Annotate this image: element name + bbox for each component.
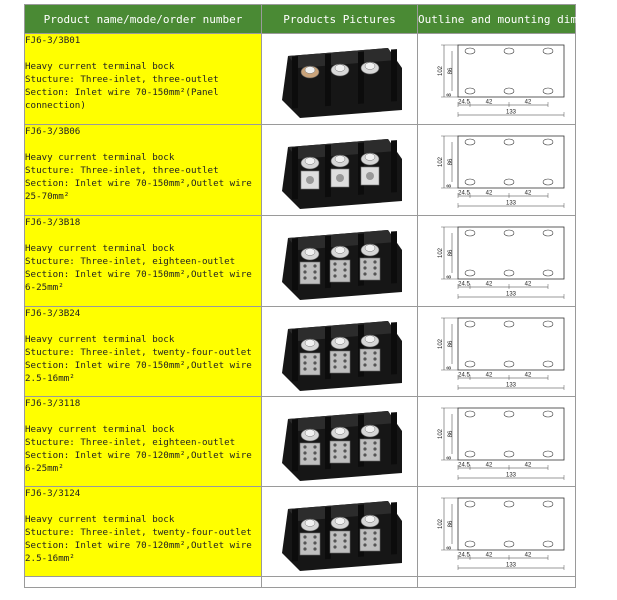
dim-pitch-label: 42 (485, 372, 492, 378)
dimension-cell (418, 307, 576, 397)
dim-bottom-offset-label: 8 (446, 275, 453, 279)
terminal-block-photo (270, 401, 410, 483)
dim-pitch-label: 42 (524, 372, 531, 378)
spacer (25, 410, 261, 423)
dim-height-label: 102 (437, 156, 444, 168)
dimension-cell (418, 34, 576, 125)
dim-width-label: 133 (505, 291, 516, 298)
blank-cell (418, 577, 576, 588)
dim-pitch-label: 42 (485, 552, 492, 558)
dim-inner-height-label: 86 (447, 520, 454, 527)
dim-pitch-label: 42 (485, 462, 492, 468)
product-spec-table (24, 4, 617, 588)
product-description-cell (25, 487, 262, 577)
header-row (25, 5, 576, 34)
dim-bottom-offset-label: 8 (446, 93, 453, 97)
dim-pitch-label: 42 (524, 190, 531, 197)
dim-height-label: 102 (437, 65, 444, 77)
dim-bottom-offset-label: 8 (446, 184, 453, 188)
product-name: Heavy current terminal bock (25, 243, 175, 254)
dim-inner-height-label: 86 (447, 249, 454, 257)
dimension-drawing (424, 400, 570, 484)
spacer (25, 500, 261, 513)
product-description-cell (25, 125, 262, 216)
dim-height-label: 102 (437, 428, 444, 439)
terminal-block-photo (270, 220, 410, 302)
product-section: Section: Inlet wire 70-120mm²,Outlet wire 2.5-16mm² (25, 540, 258, 564)
dim-offset-label: 24.5 (457, 281, 470, 288)
spacer (25, 320, 261, 333)
dim-offset-label: 24.5 (457, 99, 470, 106)
product-section: Section: Inlet wire 70-150mm²,Outlet wire 2.5-16mm² (25, 360, 258, 384)
dim-pitch-label: 42 (485, 190, 492, 197)
terminal-block-photo (270, 38, 410, 120)
product-name: Heavy current terminal bock (25, 152, 175, 163)
product-section: Section: Inlet wire 70-120mm²,Outlet wire 6-25mm² (25, 450, 258, 474)
dim-width-label: 133 (505, 562, 516, 568)
dimension-cell (418, 216, 576, 307)
dim-width-label: 133 (505, 109, 516, 116)
dim-pitch-label: 42 (485, 99, 492, 106)
table-row (25, 125, 576, 216)
table-row (25, 216, 576, 307)
product-picture-cell (262, 34, 418, 125)
dim-width-label: 133 (505, 200, 516, 207)
dim-offset-label: 24.5 (457, 372, 470, 378)
model-number: FJ6-3/3B01 (25, 35, 81, 46)
model-number: FJ6-3/3B06 (25, 126, 81, 137)
dim-inner-height-label: 86 (447, 158, 454, 166)
header-product-pictures: Products Pictures (262, 5, 418, 34)
model-number: FJ6-3/3124 (25, 488, 81, 499)
product-structure: Stucture: Three-inlet, three-outlet (25, 74, 219, 85)
product-structure: Stucture: Three-inlet, eighteen-outlet (25, 437, 236, 448)
spacer (25, 47, 261, 60)
table-row (25, 34, 576, 125)
dim-bottom-offset-label: 8 (446, 365, 453, 370)
spacer (25, 138, 261, 151)
dim-inner-height-label: 86 (447, 67, 454, 75)
product-name: Heavy current terminal bock (25, 334, 175, 345)
dimension-drawing (424, 310, 570, 394)
dim-width-label: 133 (505, 472, 516, 478)
dim-bottom-offset-label: 8 (446, 545, 453, 550)
dimension-drawing (424, 490, 570, 574)
dimension-drawing (424, 37, 570, 121)
dim-pitch-label: 42 (524, 552, 531, 558)
model-number: FJ6-3/3118 (25, 398, 81, 409)
product-structure: Stucture: Three-inlet, twenty-four-outlet (25, 347, 252, 358)
spacer (25, 229, 261, 242)
product-picture-cell (262, 397, 418, 487)
product-picture-cell (262, 125, 418, 216)
dim-height-label: 102 (437, 518, 444, 529)
dim-pitch-label: 42 (524, 281, 531, 288)
blank-cell (25, 577, 262, 588)
product-description-cell (25, 397, 262, 487)
table-row (25, 487, 576, 577)
product-structure: Stucture: Three-inlet, twenty-four-outlet (25, 527, 252, 538)
dim-pitch-label: 42 (485, 281, 492, 288)
dimension-cell (418, 397, 576, 487)
blank-row (25, 577, 576, 588)
product-structure: Stucture: Three-inlet, three-outlet (25, 165, 219, 176)
table-row (25, 307, 576, 397)
dim-width-label: 133 (505, 382, 516, 388)
terminal-block-photo (270, 491, 410, 573)
dimension-drawing (424, 219, 570, 303)
product-picture-cell (262, 487, 418, 577)
dim-bottom-offset-label: 8 (446, 455, 453, 460)
dim-height-label: 102 (437, 247, 444, 259)
dim-offset-label: 24.5 (457, 462, 470, 468)
dim-height-label: 102 (437, 338, 444, 349)
dim-offset-label: 24.5 (457, 190, 470, 197)
product-name: Heavy current terminal bock (25, 514, 175, 525)
product-description-cell (25, 307, 262, 397)
product-description-cell (25, 34, 262, 125)
blank-cell (262, 577, 418, 588)
dim-offset-label: 24.5 (457, 552, 470, 558)
dim-inner-height-label: 86 (447, 430, 454, 437)
model-number: FJ6-3/3B24 (25, 308, 81, 319)
model-number: FJ6-3/3B18 (25, 217, 81, 228)
dimension-drawing (424, 128, 570, 212)
product-picture-cell (262, 216, 418, 307)
product-section: Section: Inlet wire 70-150mm²,Outlet wire 25-70mm² (25, 178, 258, 202)
product-structure: Stucture: Three-inlet, eighteen-outlet (25, 256, 236, 267)
dim-pitch-label: 42 (524, 99, 531, 106)
product-name: Heavy current terminal bock (25, 424, 175, 435)
header-product-name: Product name/mode/order number (25, 5, 262, 34)
terminal-block-photo (270, 311, 410, 393)
dim-pitch-label: 42 (524, 462, 531, 468)
table-row (25, 397, 576, 487)
product-description-cell (25, 216, 262, 307)
product-section: Section: Inlet wire 70-150mm²,Outlet wire 6-25mm² (25, 269, 258, 293)
dimension-cell (418, 125, 576, 216)
dimension-cell (418, 487, 576, 577)
terminal-block-photo (270, 129, 410, 211)
product-section: Section: Inlet wire 70-150mm²(Panel connection) (25, 87, 225, 111)
header-outline-dimension: Outline and mounting dimension (418, 5, 576, 34)
dim-inner-height-label: 86 (447, 340, 454, 347)
product-picture-cell (262, 307, 418, 397)
product-name: Heavy current terminal bock (25, 61, 175, 72)
